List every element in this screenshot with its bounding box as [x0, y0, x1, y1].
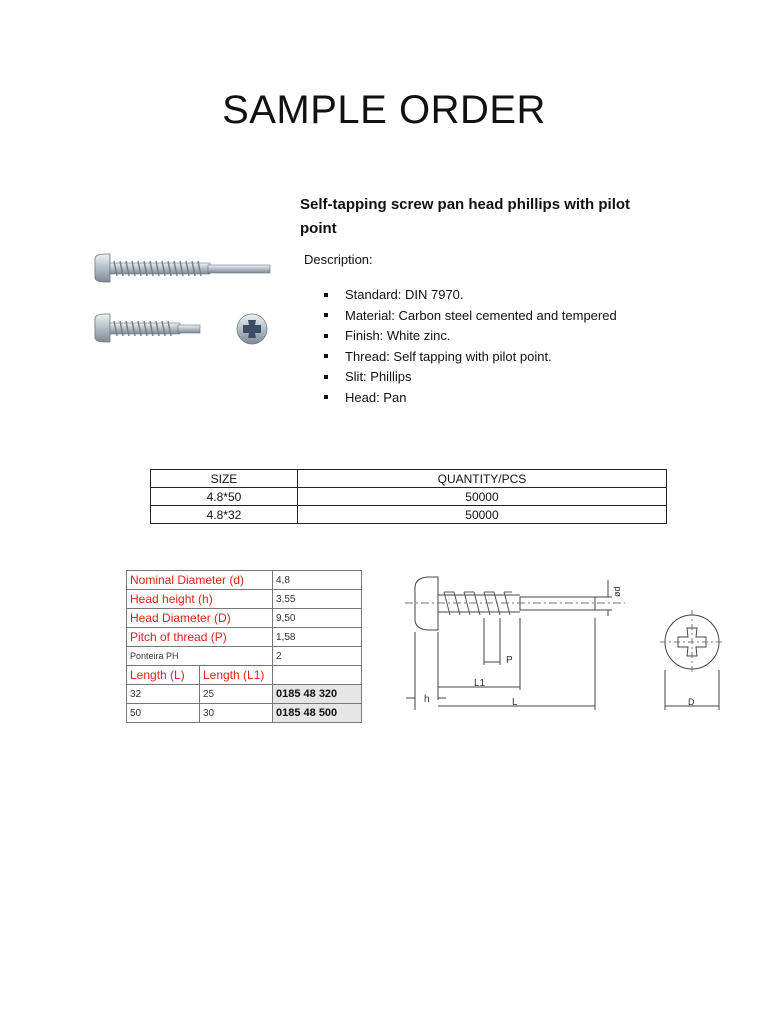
list-item: Slit: Phillips — [324, 367, 617, 388]
bullet-icon — [324, 293, 328, 297]
drawing-head-view — [660, 610, 724, 710]
label-D: D — [688, 697, 695, 707]
table-row — [127, 704, 362, 723]
description-label: Description: — [304, 252, 373, 267]
label-l1: L1 — [474, 678, 486, 689]
short-screw-image — [95, 314, 200, 342]
list-item: Material: Carbon steel cemented and tempered — [324, 306, 617, 327]
table-header-row — [151, 470, 667, 488]
bullet-icon — [324, 334, 328, 338]
list-item: Thread: Self tapping with pilot point. — [324, 347, 617, 368]
header-size: SIZE — [151, 470, 298, 488]
cell-size: 4.8*50 — [151, 488, 298, 506]
spec-label: Head height (h) — [127, 590, 273, 609]
spec-value: 9,50 — [273, 609, 362, 628]
table-row — [127, 628, 362, 647]
spec-label: Pitch of thread (P) — [127, 628, 273, 647]
article-code: 0185 48 320 — [273, 685, 362, 704]
spec-value: 4,8 — [273, 571, 362, 590]
table-row — [127, 590, 362, 609]
spec-value: 3,55 — [273, 590, 362, 609]
length-value: 30 — [200, 704, 273, 723]
label-l: L — [512, 697, 518, 708]
product-title: Self-tapping screw pan head phillips with pilot point — [300, 196, 631, 237]
order-table — [150, 469, 667, 524]
length-header: Length (L1) — [200, 666, 273, 685]
spec-value: 2 — [273, 647, 362, 666]
screw-photo — [90, 250, 280, 350]
table-row — [127, 571, 362, 590]
length-value: 32 — [127, 685, 200, 704]
bullet-icon — [324, 375, 328, 379]
length-value: 25 — [200, 685, 273, 704]
bullet-icon — [324, 313, 328, 317]
article-code: 0185 48 500 — [273, 704, 362, 723]
table-row — [127, 647, 362, 666]
label-d: ød — [612, 586, 622, 597]
bullet-icon — [324, 354, 328, 358]
label-h: h — [424, 694, 430, 705]
list-item: Head: Pan — [324, 388, 617, 409]
cell-size: 4.8*32 — [151, 506, 298, 524]
list-item: Finish: White zinc. — [324, 326, 617, 347]
length-value: 50 — [127, 704, 200, 723]
screw-head-image — [237, 314, 267, 344]
spec-label: Ponteira PH — [127, 647, 273, 666]
spec-table — [126, 570, 362, 723]
header-quantity: QUANTITY/PCS — [297, 470, 666, 488]
table-row — [151, 488, 667, 506]
length-header: Length (L) — [127, 666, 200, 685]
cell-quantity: 50000 — [297, 506, 666, 524]
technical-drawing — [400, 570, 730, 720]
page-title: SAMPLE ORDER — [222, 88, 546, 132]
cell-quantity: 50000 — [297, 488, 666, 506]
table-row — [127, 609, 362, 628]
bullet-icon — [324, 395, 328, 399]
table-row — [127, 666, 362, 685]
table-row — [151, 506, 667, 524]
spec-label: Nominal Diameter (d) — [127, 571, 273, 590]
long-screw-image — [95, 254, 270, 282]
spec-label: Head Diameter (D) — [127, 609, 273, 628]
list-item: Standard: DIN 7970. — [324, 285, 617, 306]
length-header — [273, 666, 362, 685]
spec-list — [324, 285, 617, 408]
table-row — [127, 685, 362, 704]
label-p: P — [506, 655, 513, 666]
spec-value: 1,58 — [273, 628, 362, 647]
